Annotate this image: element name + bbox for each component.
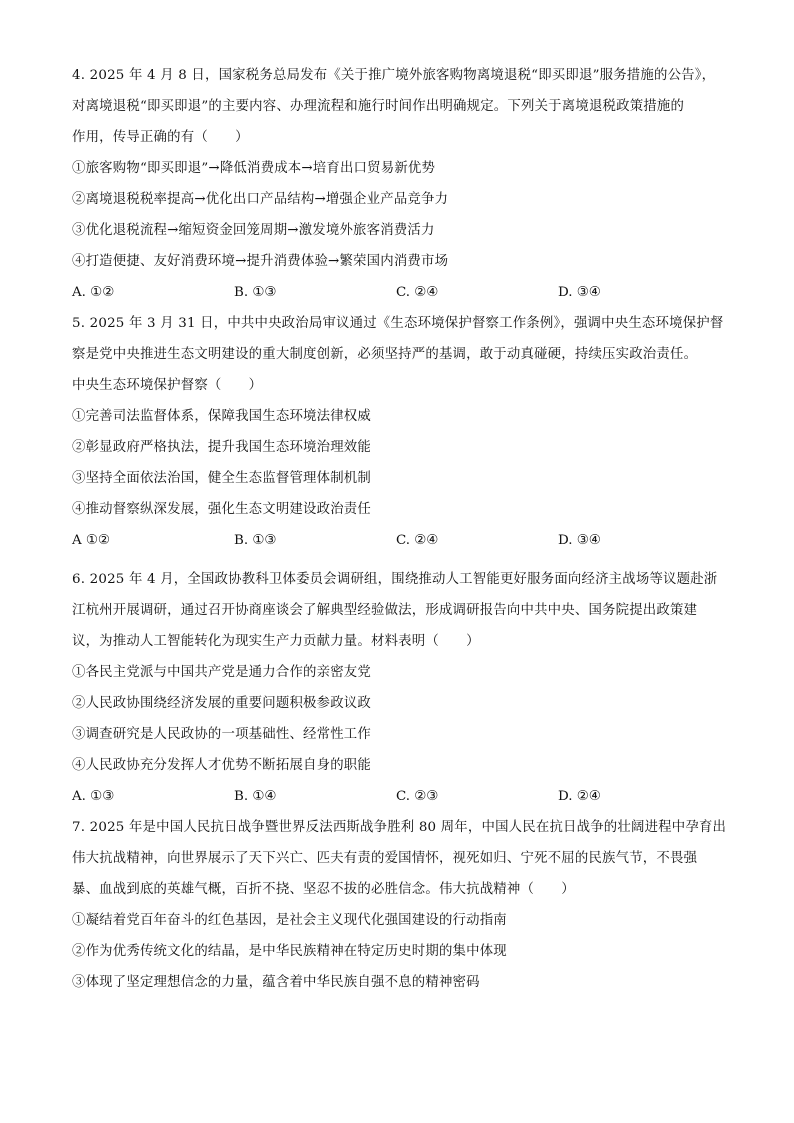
question-stem-line: 4. 2025 年 4 月 8 日，国家税务总局发布《关于推广境外旅客购物离境退税“即买即退”服务措施的公告》， xyxy=(72,68,716,83)
statement-option: ①各民主党派与中国共产党是通力合作的亲密友党 xyxy=(72,665,371,680)
answer-choice-a: A ①② xyxy=(72,533,110,548)
answer-choice-d: D. ③④ xyxy=(558,533,601,548)
answer-choice-d: D. ③④ xyxy=(558,285,601,300)
statement-option: ④推动督察纵深发展，强化生态文明建设政治责任 xyxy=(72,502,371,517)
question-stem-line: 中央生态环境保护督察（ ） xyxy=(72,378,263,393)
statement-option: ②离境退税税率提高→优化出口产品结构→增强企业产品竞争力 xyxy=(72,192,449,207)
answer-choices xyxy=(72,781,732,812)
question-spacer xyxy=(72,556,732,564)
question-stem-line: 7. 2025 年是中国人民抗日战争暨世界反法西斯战争胜利 80 周年，中国人民在抗日战争的壮阔进程中孕育出 xyxy=(72,820,727,835)
question-stem-line: 对离境退税“即买即退”的主要内容、办理流程和施行时间作出明确规定。下列关于离境退税政策措施的 xyxy=(72,99,685,114)
answer-choice-c: C. ②④ xyxy=(396,285,439,300)
question-stem-line: 暴、血战到底的英雄气概，百折不挠、坚忍不拔的必胜信念。伟大抗战精神（ ） xyxy=(72,882,575,897)
question-stem-line: 议，为推动人工智能转化为现实生产力贡献力量。材料表明（ ） xyxy=(72,634,480,649)
question-stem-line: 江杭州开展调研，通过召开协商座谈会了解典型经验做法，形成调研报告向中共中央、国务院提出政策建 xyxy=(72,603,698,618)
exam-page xyxy=(72,60,732,998)
question-stem-line: 5. 2025 年 3 月 31 日，中共中央政治局审议通过《生态环境保护督察工作条例》，强调中央生态环境保护督 xyxy=(72,316,724,331)
statement-option: ①凝结着党百年奋斗的红色基因，是社会主义现代化强国建设的行动指南 xyxy=(72,913,507,928)
statement-option: ③体现了坚定理想信念的力量，蕴含着中华民族自强不息的精神密码 xyxy=(72,975,480,990)
statement-option: ①旅客购物“即买即退”→降低消费成本→培育出口贸易新优势 xyxy=(72,161,436,176)
answer-choice-a: A. ①③ xyxy=(72,789,115,804)
answer-choice-d: D. ②④ xyxy=(558,789,601,804)
statement-option: ③优化退税流程→缩短资金回笼周期→激发境外旅客消费活力 xyxy=(72,223,435,238)
question-stem-line: 作用，传导正确的有（ ） xyxy=(72,130,249,145)
answer-choice-a: A. ①② xyxy=(72,285,115,300)
statement-option: ④打造便捷、友好消费环境→提升消费体验→繁荣国内消费市场 xyxy=(72,254,449,269)
statement-option: ①完善司法监督体系，保障我国生态环境法律权威 xyxy=(72,409,371,424)
statement-option: ②作为优秀传统文化的结晶，是中华民族精神在特定历史时期的集中体现 xyxy=(72,944,507,959)
answer-choice-b: B. ①④ xyxy=(234,789,277,804)
question-stem-line: 伟大抗战精神，向世界展示了天下兴亡、匹夫有责的爱国情怀，视死如归、宁死不屈的民族气节，不畏强 xyxy=(72,851,698,866)
answer-choice-c: C. ②③ xyxy=(396,789,439,804)
statement-option: ③调查研究是人民政协的一项基础性、经常性工作 xyxy=(72,727,371,742)
statement-option: ④人民政协充分发挥人才优势不断拓展自身的职能 xyxy=(72,758,371,773)
statement-option: ②人民政协围绕经济发展的重要问题积极参政议政 xyxy=(72,696,371,711)
answer-choice-b: B. ①③ xyxy=(234,533,277,548)
question-6 xyxy=(72,564,732,812)
answer-choice-b: B. ①③ xyxy=(234,285,277,300)
question-stem-line: 察是党中央推进生态文明建设的重大制度创新，必须坚持严的基调，敢于动真碰硬，持续压实政治责任。 xyxy=(72,347,698,362)
answer-choice-c: C. ②④ xyxy=(396,533,439,548)
statement-option: ②彰显政府严格执法，提升我国生态环境治理效能 xyxy=(72,440,371,455)
answer-choices xyxy=(72,525,732,556)
answer-choices xyxy=(72,277,732,308)
statement-option: ③坚持全面依法治国，健全生态监督管理体制机制 xyxy=(72,471,371,486)
question-7 xyxy=(72,812,732,998)
question-stem-line: 6. 2025 年 4 月，全国政协教科卫体委员会调研组，围绕推动人工智能更好服务面向经济主战场等议题赴浙 xyxy=(72,572,718,587)
question-4 xyxy=(72,60,732,308)
question-5 xyxy=(72,308,732,556)
